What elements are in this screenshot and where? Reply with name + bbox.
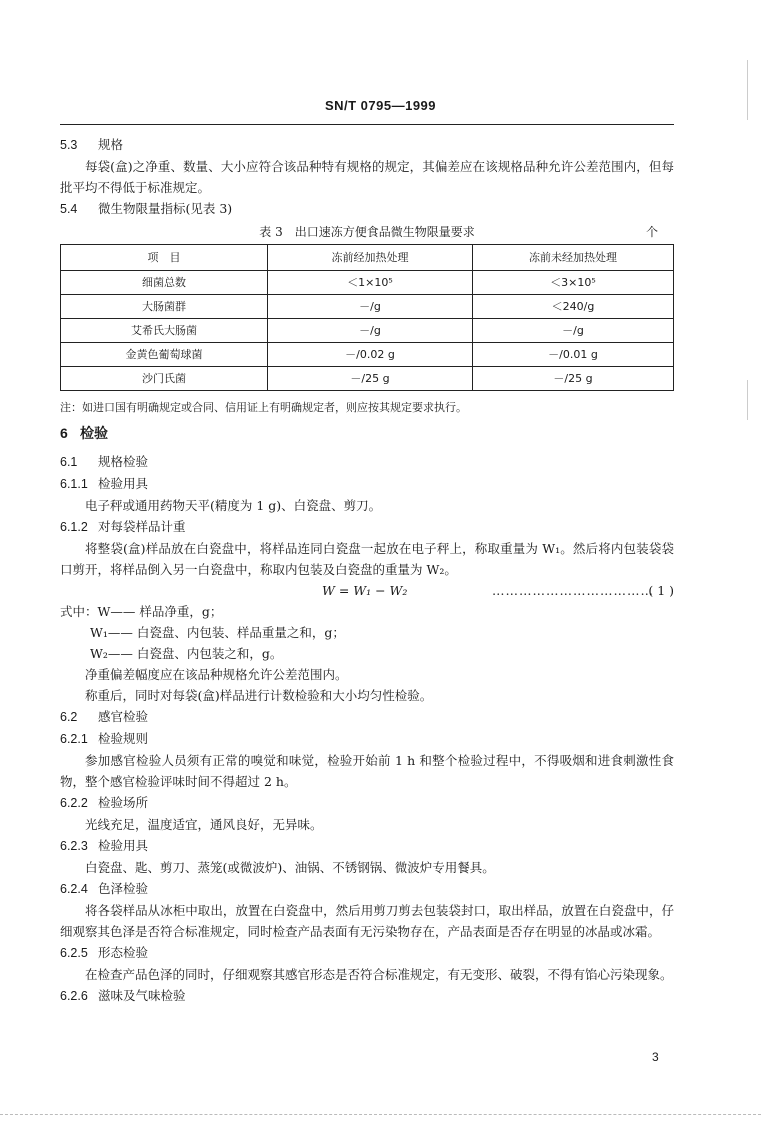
- table-cell: 艾希氏大肠菌: [61, 319, 268, 343]
- section-6-2-heading: [60, 706, 674, 728]
- section-title: 检验规则: [98, 731, 149, 746]
- table-row: [61, 343, 674, 367]
- section-5-3-text: 每袋(盒)之净重、数量、大小应符合该品种特有规格的规定，其偏差应在该规格品种允许公差范围内，但每批平均不得低于标准规定。: [60, 159, 674, 195]
- table-note: 注：如进口国有明确规定或合同、信用证上有明确规定者，则应按其规定要求执行。: [60, 401, 467, 414]
- table-cell: ＜3×10⁵: [473, 271, 674, 295]
- formula-definitions: [60, 601, 674, 664]
- section-title: 检验: [80, 426, 108, 442]
- table-row: [61, 295, 674, 319]
- table-cell: －/25 g: [268, 367, 473, 391]
- section-number: 6.2: [60, 710, 78, 724]
- section-6-2-4-text: 将各袋样品从冰柜中取出，放置在白瓷盘中，然后用剪刀剪去包装袋封口，取出样品，放置在白瓷盘中，仔细观察其色泽是否符合标准规定，同时检查产品表面有无污染物存在，产品表面是否存在明显的冰晶或冰霜。: [60, 903, 674, 939]
- section-6-1-2-tolerance: 净重偏差幅度应在该品种规格允许公差范围内。: [85, 667, 348, 682]
- section-number: 5.4: [60, 202, 78, 216]
- section-6-2-6-heading: [60, 985, 674, 1007]
- section-number: 6.2.3: [60, 839, 88, 853]
- table-cell: 金黄色葡萄球菌: [61, 343, 268, 367]
- table-row: [61, 319, 674, 343]
- section-number: 6.1.2: [60, 520, 88, 534]
- table-cell: －/0.01 g: [473, 343, 674, 367]
- section-title: 规格检验: [98, 454, 149, 469]
- table-cell: 细菌总数: [61, 271, 268, 295]
- section-6-2-3-heading: [60, 835, 674, 857]
- formula-leader: ………………………………: [492, 583, 654, 598]
- section-title: 检验用具: [98, 476, 149, 491]
- section-number: 6.2.5: [60, 946, 88, 960]
- section-number: 6: [60, 425, 68, 441]
- table-header-cell: 冻前经加热处理: [268, 245, 473, 271]
- table-cell: －/g: [268, 295, 473, 319]
- scan-edge-mark: [747, 60, 748, 120]
- table-cell: －/0.02 g: [268, 343, 473, 367]
- section-6-1-2-text: 将整袋(盒)样品放在白瓷盘中，将样品连同白瓷盘一起放在电子秤上，称取重量为 W₁。然后将内包装袋袋口剪开，将样品倒入另一白瓷盘中，称取内包装及白瓷盘的重量为 W₂。: [60, 541, 674, 577]
- section-6-2-3-text: 白瓷盘、匙、剪刀、蒸笼(或微波炉)、油锅、不锈钢锅、微波炉专用餐具。: [85, 860, 495, 875]
- table-caption-text: 表 3 出口速冻方便食品微生物限量要求: [259, 225, 475, 239]
- formula-number: ( 1 ): [648, 583, 674, 598]
- section-title: 规格: [98, 137, 124, 152]
- section-title: 检验场所: [98, 795, 149, 810]
- section-6-1-1-text: 电子秤或通用药物天平(精度为 1 g)、白瓷盘、剪刀。: [85, 498, 382, 513]
- section-6-2-4-heading: [60, 878, 674, 900]
- section-5-3-heading: [60, 134, 674, 156]
- microbial-limits-table: [60, 244, 674, 391]
- formula-expression: W = W₁ − W₂: [322, 583, 408, 598]
- section-6-1-heading: [60, 451, 674, 473]
- section-6-2-5-text: 在检查产品色泽的同时，仔细观察其感官形态是否符合标准规定，有无变形、破裂，不得有馅心污染现象。: [85, 967, 673, 982]
- section-title: 微生物限量指标(见表 3): [98, 201, 233, 216]
- section-6-1-1-heading: [60, 473, 674, 495]
- table-cell: －/25 g: [473, 367, 674, 391]
- section-title: 感官检验: [98, 709, 149, 724]
- formula-1: [60, 580, 674, 601]
- table-3-caption: [60, 222, 674, 242]
- section-number: 6.2.1: [60, 732, 88, 746]
- section-title: 检验用具: [98, 838, 149, 853]
- section-number: 6.2.4: [60, 882, 88, 896]
- table-header-cell: 项 目: [61, 245, 268, 271]
- section-number: 6.1.1: [60, 477, 88, 491]
- section-6-heading: [60, 423, 674, 445]
- definition-w1: W₁—— 白瓷盘、内包装、样品重量之和，g；: [90, 625, 345, 640]
- table-cell: 大肠菌群: [61, 295, 268, 319]
- page-number: 3: [652, 1050, 659, 1064]
- table-row: [61, 271, 674, 295]
- scan-edge-mark: [747, 380, 748, 420]
- section-6-2-5-heading: [60, 942, 674, 964]
- table-cell: ＜240/g: [473, 295, 674, 319]
- section-number: 6.2.2: [60, 796, 88, 810]
- section-6-2-1-text: 参加感官检验人员须有正常的嗅觉和味觉，检验开始前 1 h 和整个检验过程中，不得吸烟和进食刺激性食物，整个感官检验评味时间不得超过 2 h。: [60, 753, 674, 789]
- section-title: 形态检验: [98, 945, 149, 960]
- section-6-2-2-heading: [60, 792, 674, 814]
- standard-header: SN/T 0795—1999: [324, 98, 437, 113]
- table-cell: 沙门氏菌: [61, 367, 268, 391]
- section-6-2-2-text: 光线充足，温度适宜，通风良好，无异味。: [85, 817, 323, 832]
- scan-bottom-line: [0, 1114, 761, 1115]
- table-row: [61, 367, 674, 391]
- table-header-cell: 冻前未经加热处理: [473, 245, 674, 271]
- table-header-row: [61, 245, 674, 271]
- table-cell: －/g: [473, 319, 674, 343]
- section-number: 6.2.6: [60, 989, 88, 1003]
- section-6-1-2-count: 称重后，同时对每袋(盒)样品进行计数检验和大小均匀性检验。: [85, 688, 433, 703]
- definition-w2: W₂—— 白瓷盘、内包装之和，g。: [90, 646, 283, 661]
- section-6-1-2-heading: [60, 516, 674, 538]
- page-content: [60, 134, 674, 1007]
- table-cell: ＜1×10⁵: [268, 271, 473, 295]
- section-number: 5.3: [60, 138, 78, 152]
- section-title: 滋味及气味检验: [98, 988, 186, 1003]
- header-rule: [60, 124, 674, 125]
- section-number: 6.1: [60, 455, 78, 469]
- section-6-2-1-heading: [60, 728, 674, 750]
- table-cell: －/g: [268, 319, 473, 343]
- section-5-4-heading: [60, 198, 674, 220]
- definition-w: 式中：W—— 样品净重，g；: [60, 604, 223, 619]
- section-title: 对每袋样品计重: [98, 519, 186, 534]
- table-unit: 个: [645, 225, 658, 239]
- section-title: 色泽检验: [98, 881, 149, 896]
